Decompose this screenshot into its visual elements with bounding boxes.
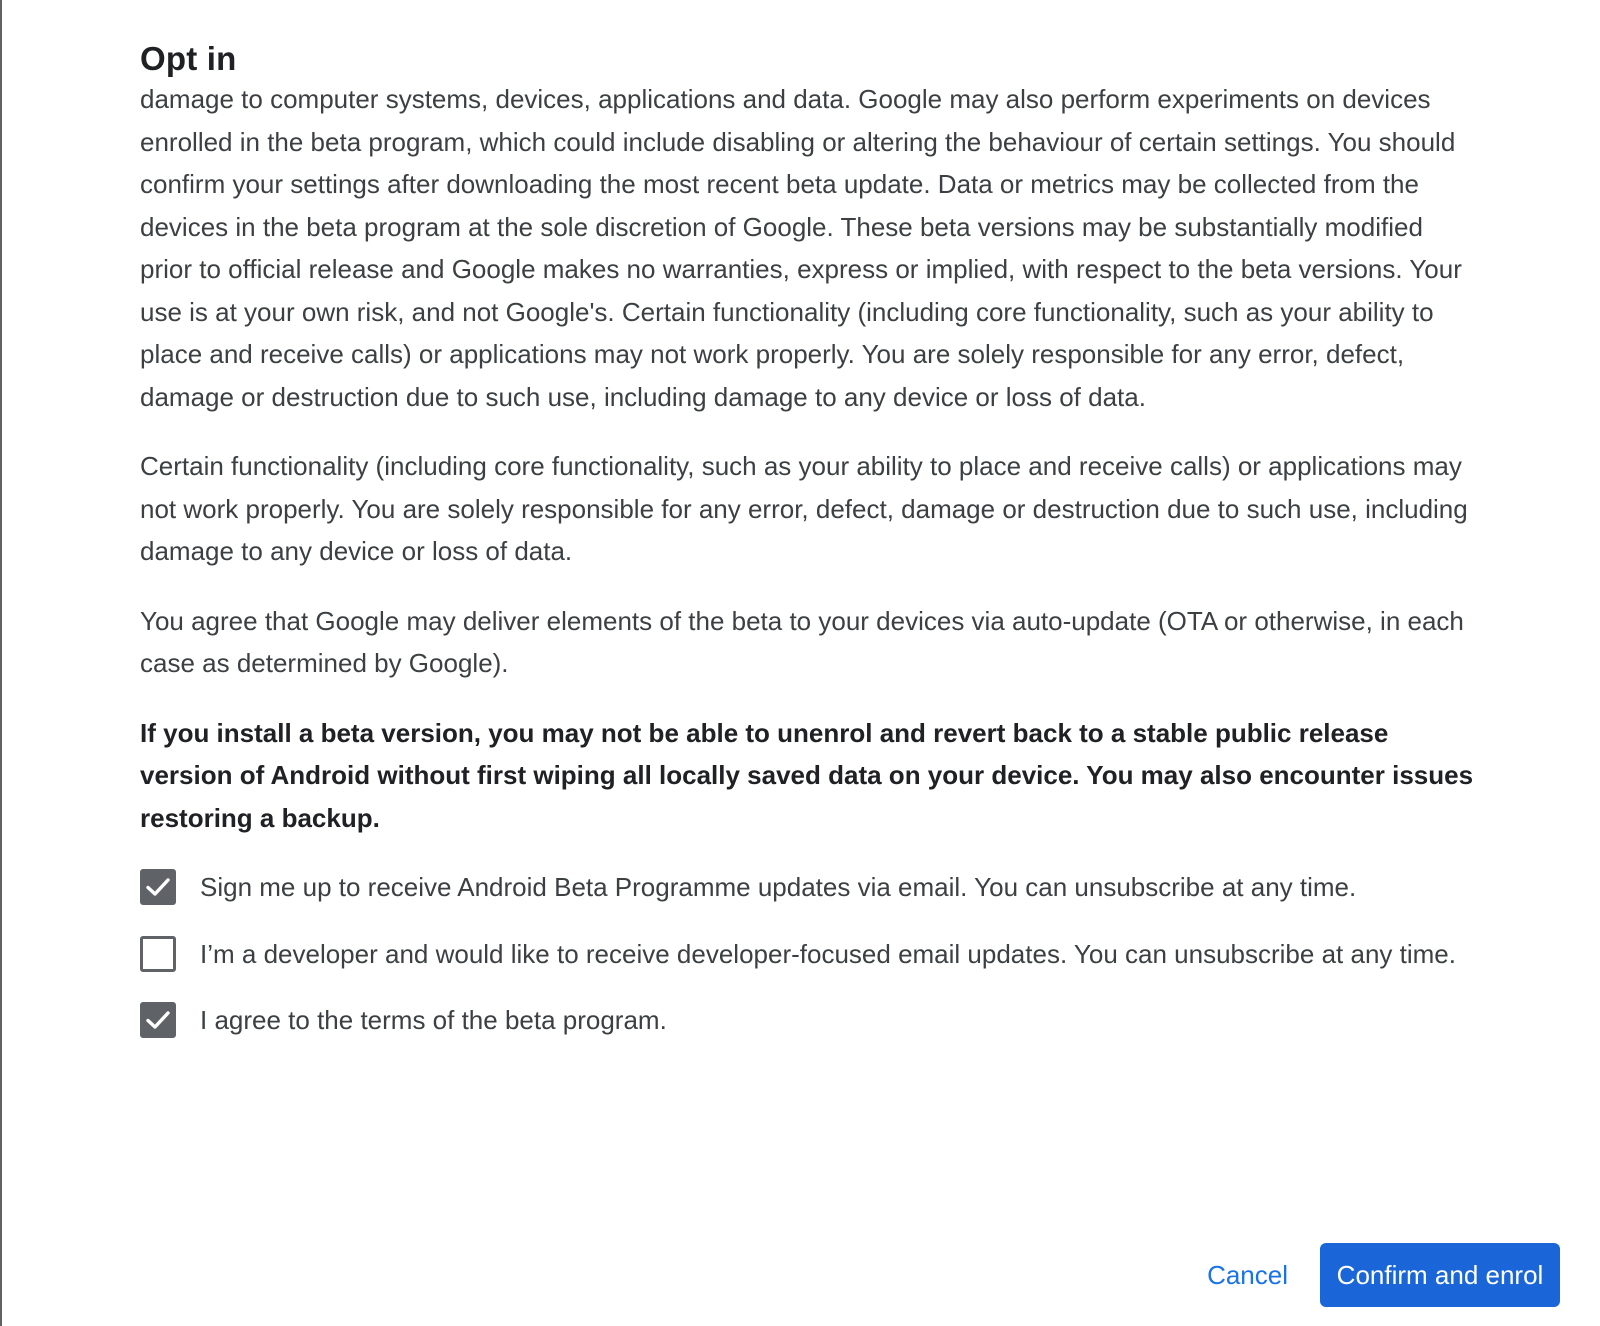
beta-updates-label: Sign me up to receive Android Beta Programme updates via email. You can unsubscribe at any time. — [200, 872, 1357, 902]
dialog-actions — [1187, 1243, 1560, 1307]
checkbox-row-beta-updates — [140, 866, 1480, 909]
check-icon — [145, 874, 171, 900]
developer-updates-checkbox[interactable] — [140, 936, 176, 972]
dialog-title: Opt in — [140, 40, 237, 77]
terms-paragraph-3: You agree that Google may deliver elements of the beta to your devices via auto-update (OTA or otherwise, in each case as determined by Google). — [140, 605, 1464, 678]
checkbox-row-developer-updates — [140, 933, 1480, 976]
cancel-button[interactable]: Cancel — [1187, 1246, 1308, 1305]
warning-paragraph: If you install a beta version, you may not be able to unenrol and revert back to a stable public release version of Android without first wiping all locally saved data on your device. You may also encounter issues restoring a backup. — [140, 717, 1474, 833]
terms-paragraph-2: Certain functionality (including core functionality, such as your ability to place and receive calls) or applications may not work properly. You are solely responsible for any error, defect, damage or destruction due to such use, including damage to any device or loss of data. — [140, 451, 1468, 566]
terms-content — [140, 78, 1480, 1066]
beta-updates-checkbox[interactable] — [140, 869, 176, 905]
check-icon — [145, 1007, 171, 1033]
terms-scroll-area[interactable] — [140, 84, 1480, 1160]
developer-updates-label: I’m a developer and would like to receive developer-focused email updates. You can unsubscribe at any time. — [200, 938, 1456, 969]
agree-terms-label: I agree to the terms of the beta program. — [200, 1005, 667, 1035]
checkbox-row-agree-terms — [140, 999, 1480, 1042]
confirm-and-enrol-button[interactable]: Confirm and enrol — [1320, 1243, 1560, 1307]
terms-paragraph-1: damage to computer systems, devices, applications and data. Google may also perform experiments on devices enrolled in the beta program, which could include disabling or altering the behaviour of certain settings. You should confirm your settings after downloading the most recent beta update. Data or metrics may be collected from the devices in the beta program at the sole discretion of Google. These beta versions may be substantially modified prior to official release and Google makes no warranties, express or implied, with respect to the beta versions. Your use is at your own risk, and not Google's. Certain functionality (including core functionality, such as your ability to place and receive calls) or applications may not work properly. You are solely responsible for any error, defect, damage or destruction due to such use, including damage to any device or loss of data. — [140, 84, 1462, 412]
agree-terms-checkbox[interactable] — [140, 1002, 176, 1038]
